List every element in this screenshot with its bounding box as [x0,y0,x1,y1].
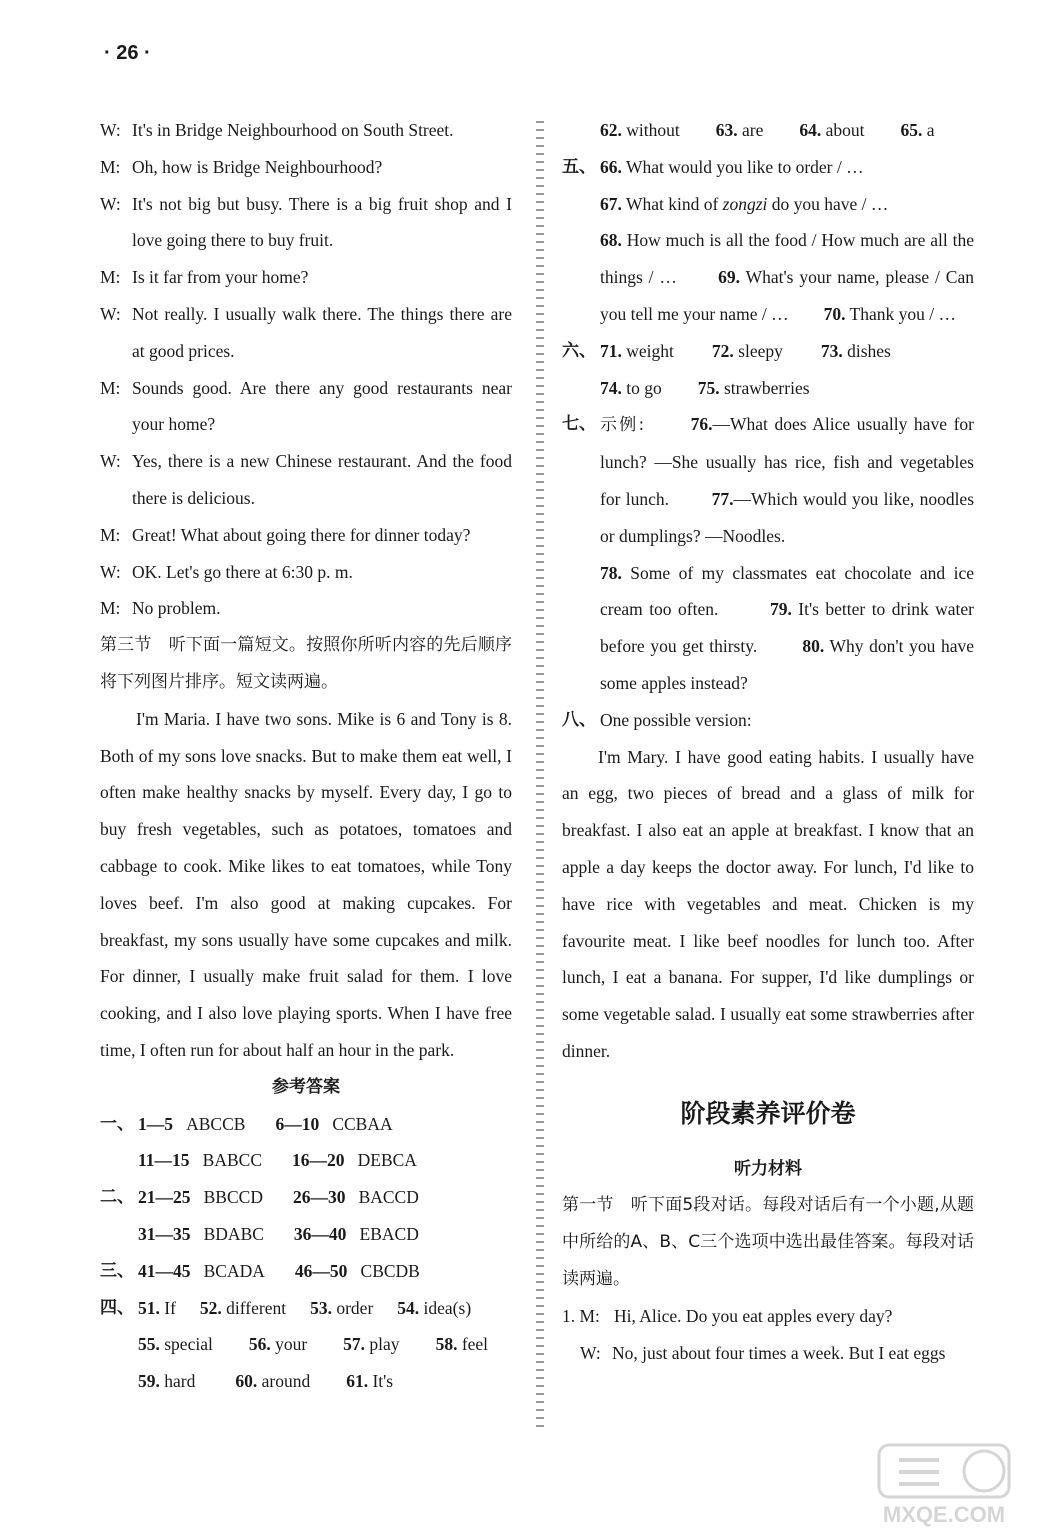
dialogue-line [100,370,512,444]
range: 21—25 [138,1187,191,1208]
item-answer: do you have / … [767,193,889,214]
listening-heading: 听力材料 [734,1158,802,1179]
item-answer: different [226,1297,287,1318]
item-answer: Some of my classmates eat chocolate and ice cream too often. [600,562,974,620]
line-text: Yes, there is a new Chinese restaurant. And the food there is delicious. [132,451,512,508]
line-text: Sounds good. Are there any good restaurants near your home? [132,377,512,435]
part-number: 七、 [562,414,596,435]
item-number: 66. [600,156,622,177]
answer-item [397,1290,471,1327]
item-number: 53. [310,1297,332,1318]
answer-item [562,186,974,223]
range: 6—10 [275,1113,320,1134]
item-answer: special [164,1334,213,1355]
answer-item [343,1326,399,1363]
item-number: 69. [718,267,740,288]
item-answer: If [164,1297,176,1318]
answer-group [294,1216,419,1253]
column-divider [536,118,544,1433]
dialogue-line [100,112,512,149]
item-number: 59. [138,1371,160,1392]
line-text: Not really. I usually walk there. The things there are at good prices. [132,303,512,361]
answer-row [562,149,974,186]
sample-essay: I'm Mary. I have good eating habits. I usually have an egg, two pieces of bread and a glass of milk for breakfast. I also eat an apple at breakfast. I know that an apple a day keeps the doctor away. For lunch, I'd like to have rice with vegetables and meat. Chicken is my favourite meat. I like beef noodles for lunch too. After lunch, I eat a banana. For supper, I'd like dumplings or some vegetable salad. I usually eat some strawberries after dinner. [562,746,974,1061]
range: 36—40 [293,1223,347,1244]
line-text: No problem. [132,598,221,619]
range: 26—30 [292,1187,346,1208]
item-number: 55. [138,1334,160,1355]
item-number: 74. [600,377,622,398]
part-number: 五、 [562,156,596,177]
answer-item [600,149,864,186]
answer-row [100,1106,512,1143]
item-number: 75. [697,377,720,398]
answer-letters: DEBCA [357,1150,417,1171]
range: 11—15 [138,1150,190,1171]
part-number: 二、 [100,1187,134,1208]
passage: I'm Maria. I have two sons. Mike is 6 and Tony is 8. Both of my sons love snacks. But to make them eat well, I often make healthy snacks by myself. Every day, I go to buy fresh vegetables, such as potatoes, tomatoes and cabbage to cook. Mike likes to eat tomatoes, while Tony loves beef. I'm also good at making cupcakes. For breakfast, my sons usually have some cupcakes and milk. For dinner, I usually make fruit salad for them. I love cooking, and I also love playing sports. When I have free time, I often run for about half an hour in the park. [100,708,512,1060]
speaker: M: [100,156,121,177]
item-answer: about [825,120,865,140]
answer-group [293,1179,419,1216]
line-text: OK. Let's go there at 6:30 p. m. [132,561,353,582]
speaker: M: [100,598,121,619]
example-label: 示例: [600,415,645,436]
item-answer: dishes [847,340,891,361]
answer-letters: BBCCD [203,1187,263,1208]
item-number: 65. [900,120,923,140]
item-number: 63. [715,120,738,140]
answer-item [346,1363,393,1400]
item-number: 71. [600,340,622,361]
item-answer: order [336,1297,374,1318]
item-answer: play [369,1334,400,1355]
answer-letters: BABCC [202,1150,262,1171]
dialogue-line [100,517,512,554]
item-number: 51. [138,1297,160,1318]
answer-letters: ABCCB [186,1113,246,1134]
answer-stamp-logo-icon [859,1440,1029,1530]
answer-item [138,1326,213,1363]
item-answer: —Which would you like, noodles or dumplings? —Noodles. [600,488,975,546]
range: 1—5 [138,1113,173,1134]
answer-group [295,1253,420,1290]
part-number: 四、 [100,1297,134,1318]
answer-item [235,1363,310,1400]
item-answer: without [626,120,680,140]
essay-intro: One possible version: [600,709,752,730]
dialogue-line [562,1335,974,1372]
answer-row [100,1142,512,1179]
item-answer: a [926,120,935,140]
item-number: 73. [820,340,843,361]
item-number: 60. [235,1371,258,1392]
answer-row [100,1290,512,1327]
answer-item [600,333,674,370]
answer-item [698,370,810,407]
item-answer: weight [626,340,674,361]
item-answer: feel [461,1334,489,1355]
item-number: 67. [600,193,622,214]
answer-group [138,1179,263,1216]
answer-letters: CCBAA [332,1113,393,1134]
line-text: Oh, how is Bridge Neighbourhood? [132,156,383,177]
item-answer: What's your name, please / Can you tell me your name / … [600,267,974,324]
item-answer: are [741,120,764,140]
item-answer-italic: zongzi [722,193,768,214]
item-answer: How much is all the food / How much are all the things / … [600,230,975,288]
answer-item-block [562,222,974,332]
range: 41—45 [138,1260,191,1281]
dialogue-line [100,259,512,296]
answer-row [100,1326,512,1363]
answer-item [821,333,891,370]
answer-row [100,1216,512,1253]
speaker: W: [580,1342,601,1363]
range: 16—20 [292,1150,345,1171]
answer-item [901,112,935,149]
answer-item [138,1363,195,1400]
watermark-logo [859,1440,1029,1530]
range: 46—50 [294,1260,348,1281]
section1-instructions: 第一节 听下面5段对话。每段对话后有一个小题,从题中所给的A、B、C三个选项中选出最佳答案。每段对话读两遍。 [562,1195,974,1289]
item-number: 54. [397,1297,420,1318]
item-answer: It's better to drink water before you get thirsty. [600,599,975,657]
dialogue-line [100,554,512,591]
answer-item [436,1326,488,1363]
item-answer: What would you like to order / … [625,156,864,177]
item-answer: hard [164,1371,196,1392]
speaker: 1. M: [562,1305,600,1326]
speaker: W: [100,303,121,324]
line-text: It's not big but busy. There is a big fruit shop and I love going there to buy fruit. [132,193,512,251]
item-number: 70. [823,303,846,324]
answer-group [138,1216,264,1253]
item-number: 79. [769,599,792,620]
speaker: W: [100,561,121,582]
answer-row [562,112,974,149]
item-answer: —What does Alice usually have for lunch? —She usually has rice, fish and vegetables for lunch. [600,414,975,509]
answer-row [562,702,974,739]
line-text: No, just about four times a week. But I eat eggs [612,1342,946,1363]
item-answer: Why don't you have some apples instead? [600,636,974,693]
speaker: M: [100,267,121,288]
answer-letters: CBCDB [360,1260,420,1281]
item-number: 76. [690,414,713,435]
part-number: 一、 [100,1113,134,1134]
item-number: 64. [799,120,822,140]
answer-group [138,1142,262,1179]
item-answer: It's [372,1371,394,1392]
speaker: W: [100,193,121,214]
line-text: Great! What about going there for dinner today? [132,524,471,545]
answer-item [200,1290,286,1327]
item-answer: What kind of [625,193,723,214]
line-text: Hi, Alice. Do you eat apples every day? [614,1305,893,1326]
item-number: 78. [600,562,622,583]
item-number: 80. [802,636,825,657]
right-column [562,112,974,1371]
answer-item [600,370,662,407]
answer-row [562,370,974,407]
part-number: 八、 [562,709,596,730]
item-answer: around [261,1371,311,1392]
answer-item-block [562,555,974,702]
line-text: Is it far from your home? [132,267,309,288]
item-number: 52. [199,1297,222,1318]
page-number: · 26 · [104,42,151,64]
item-answer: strawberries [724,377,810,398]
item-answer: to go [626,377,662,398]
answer-item [138,1290,176,1327]
answer-letters: EBACD [359,1223,419,1244]
dialogue-line [100,443,512,517]
answer-row [100,1179,512,1216]
item-number: 58. [435,1334,458,1355]
item-answer: sleepy [738,340,783,361]
answer-letters: BDABC [203,1223,264,1244]
answer-item [249,1326,307,1363]
item-number: 62. [600,120,622,140]
speaker: W: [100,120,121,140]
dialogue-line [100,149,512,186]
answer-row [100,1363,512,1400]
speaker: W: [100,451,121,472]
item-number: 72. [711,340,734,361]
answer-item [716,112,764,149]
item-number: 68. [600,230,622,251]
part-number: 三、 [100,1260,134,1281]
section-title: 阶段素养评价卷 [680,1098,856,1128]
item-number: 77. [711,488,734,509]
item-number: 61. [346,1371,369,1392]
item-answer: your [275,1334,308,1355]
item-answer: Thank you / … [849,303,956,324]
item-number: 57. [343,1334,366,1355]
part-number: 六、 [562,340,596,361]
answer-group [138,1106,245,1143]
item-number: 56. [248,1334,271,1355]
line-text: It's in Bridge Neighbourhood on South Street. [132,120,454,140]
dialogue-line [100,186,512,260]
item-answer: idea(s) [423,1297,472,1318]
speaker: M: [100,524,121,545]
speaker: M: [100,377,121,398]
watermark-text: MXQE.COM [882,1502,1006,1527]
section3-instructions: 第三节 听下面一篇短文。按照你所听内容的先后顺序将下列图片排序。短文读两遍。 [100,635,512,692]
dialogue-line [100,296,512,370]
answer-item [712,333,783,370]
answer-row [562,406,974,554]
answer-item [799,112,864,149]
answer-item-block [600,406,974,554]
answer-group [275,1106,392,1143]
dialogue-line [100,590,512,627]
answer-group [292,1142,417,1179]
answer-item [600,112,680,149]
answer-row [100,1253,512,1290]
answer-letters: BACCD [358,1187,419,1208]
answer-group [138,1253,265,1290]
answer-item [310,1290,373,1327]
answer-row [562,333,974,370]
answers-heading: 参考答案 [272,1076,340,1097]
left-column [100,112,512,1400]
range: 31—35 [138,1223,191,1244]
answer-letters: BCADA [203,1260,265,1281]
dialogue-line [562,1298,974,1335]
